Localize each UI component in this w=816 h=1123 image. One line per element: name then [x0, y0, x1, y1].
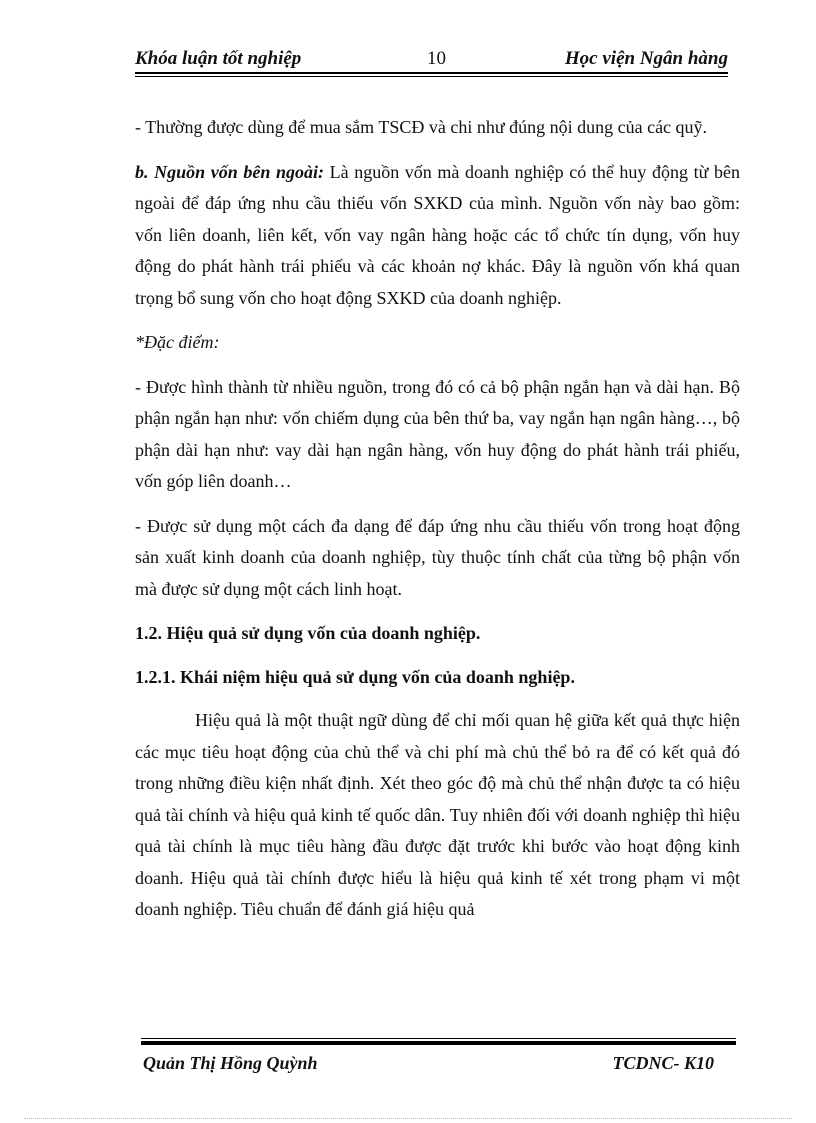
- paragraph: - Được hình thành từ nhiều nguồn, trong đó có cả bộ phận ngắn hạn và dài hạn. Bộ phận ngắn hạn như: vốn chiếm dụng của bên thứ ba, vay ngắn hạn ngân hàng…, bộ phận dài hạn như: vay dài hạn ngân hàng, vốn huy động do phát hành trái phiếu, vốn góp liên doanh…: [135, 376, 740, 491]
- page-bottom-dotted-line: [24, 1118, 792, 1119]
- header-rule-thick: [135, 72, 728, 74]
- footer-rule-thick: [141, 1041, 736, 1045]
- subsection-heading: 1.2.1. Khái niệm hiệu quả sử dụng vốn của doanh nghiệp.: [135, 666, 575, 687]
- footer-rule-thin: [141, 1038, 736, 1039]
- paragraph-text: Là nguồn vốn mà doanh nghiệp có thể huy động từ bên ngoài để đáp ứng nhu cầu thiếu vốn SXKD của mình. Nguồn vốn này bao gồm: vốn liên doanh, liên kết, vốn vay ngân hàng hoặc các tổ chức tín dụng, vốn huy động do phát hành trái phiếu và các khoản nợ khác. Đây là nguồn vốn khá quan trọng bổ sung vốn cho hoạt động SXKD của doanh nghiệp.: [135, 161, 740, 308]
- page-number: 10: [427, 48, 446, 69]
- paragraph: [135, 157, 740, 315]
- footer-class-code: TCDNC- K10: [612, 1053, 714, 1073]
- section-heading: 1.2. Hiệu quả sử dụng vốn của doanh nghiệp.: [135, 623, 481, 643]
- document-body: [135, 112, 740, 939]
- feature-label: *Đặc điểm:: [135, 332, 220, 352]
- subsection-lead: b. Nguồn vốn bên ngoài:: [135, 161, 324, 182]
- paragraph: - Thường được dùng để mua sắm TSCĐ và chi như đúng nội dung của các quỹ.: [135, 117, 708, 137]
- footer-author: Quản Thị Hồng Quỳnh: [143, 1053, 318, 1073]
- page-header: [135, 46, 728, 72]
- paragraph: Hiệu quả là một thuật ngữ dùng để chỉ mối quan hệ giữa kết quả thực hiện các mục tiêu hoạt động của chủ thể và chi phí mà chủ thể bỏ ra để có kết quả đó trong những điều kiện nhất định. Xét theo góc độ mà chủ thể nhận được ta có hiệu quả tài chính và hiệu quả kinh tế quốc dân. Tuy nhiên đối với doanh nghiệp thì hiệu quả tài chính là mục tiêu hàng đầu được đặt trước khi bước vào hoạt động kinh doanh. Hiệu quả tài chính được hiểu là hiệu quả kinh tế xét trong phạm vi một doanh nghiệp. Tiêu chuẩn để đánh giá hiệu quả: [135, 710, 740, 919]
- header-left-title: Khóa luận tốt nghiệp: [135, 48, 302, 69]
- paragraph: - Được sử dụng một cách đa dạng để đáp ứng nhu cầu thiếu vốn trong hoạt động sản xuất kinh doanh của doanh nghiệp, tùy thuộc tính chất của từng bộ phận vốn mà được sử dụng một cách linh hoạt.: [135, 515, 740, 599]
- header-rule-thin: [135, 76, 728, 77]
- header-right-title: Học viện Ngân hàng: [564, 48, 728, 69]
